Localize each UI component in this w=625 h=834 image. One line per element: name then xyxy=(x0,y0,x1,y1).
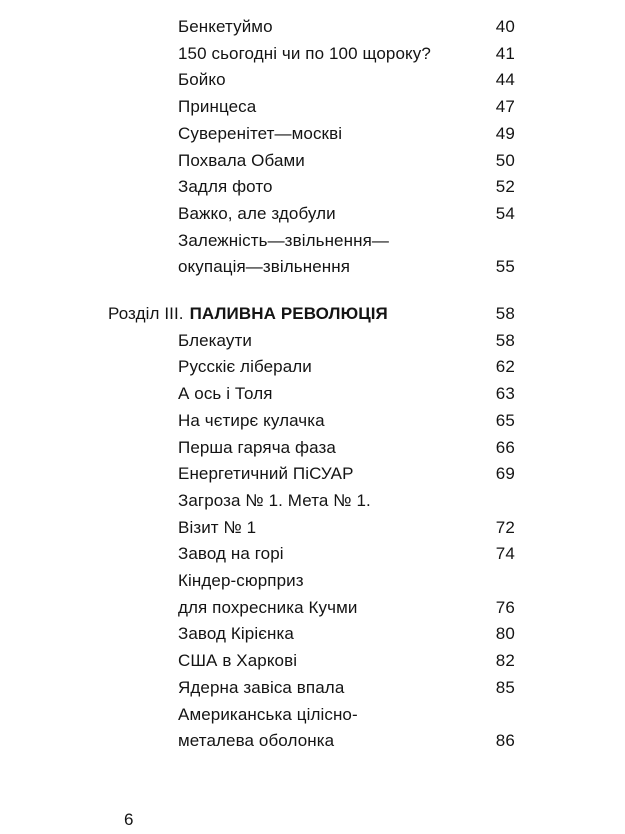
toc-entry-page: 44 xyxy=(495,70,515,90)
toc-entry-title xyxy=(178,328,252,355)
toc-entry xyxy=(108,148,515,175)
toc-section-heading xyxy=(108,301,515,328)
toc-entry-page: 76 xyxy=(495,597,515,617)
toc-entry-page: 41 xyxy=(495,43,515,63)
toc-entry-line: На чєтирє кулачка xyxy=(178,410,325,430)
toc-entry-title xyxy=(178,568,357,621)
toc-entry-line: металева оболонка xyxy=(178,731,335,751)
toc-section-prefix: Розділ III. xyxy=(108,304,184,324)
toc-entry xyxy=(108,381,515,408)
toc-entries-block xyxy=(108,14,515,281)
toc-entry-page: 65 xyxy=(495,410,515,430)
toc-section-page: 58 xyxy=(495,304,515,324)
toc-entry-title xyxy=(178,228,389,281)
toc-entry xyxy=(108,354,515,381)
toc-entry-page: 66 xyxy=(495,437,515,457)
toc-entry-line: окупація—звільнення xyxy=(178,257,351,277)
toc-entry-line: Бойко xyxy=(178,70,226,90)
toc-entry-line: США в Харкові xyxy=(178,651,298,671)
toc-entry-line: Блекаути xyxy=(178,330,252,350)
toc-entry-title xyxy=(178,648,297,675)
toc-entry xyxy=(108,648,515,675)
toc-entry-line: Залежність—звільнення— xyxy=(178,230,389,250)
toc-entry-page: 72 xyxy=(495,517,515,537)
toc-entry-line: 150 сьогодні чи по 100 щороку? xyxy=(178,43,431,63)
toc-entry xyxy=(108,228,515,281)
toc-entry-title xyxy=(178,488,371,541)
toc-entry-page: 80 xyxy=(495,624,515,644)
toc-entry-page: 62 xyxy=(495,357,515,377)
toc-section-title xyxy=(108,301,388,328)
toc-entry-page: 54 xyxy=(495,203,515,223)
toc-entry-page: 47 xyxy=(495,97,515,117)
toc-entry-line: Задля фото xyxy=(178,177,273,197)
toc-entry-line: Завод на горі xyxy=(178,544,284,564)
toc-entry-page: 40 xyxy=(495,17,515,36)
toc-entry-title xyxy=(178,201,336,228)
toc-section-name: ПАЛИВНА РЕВОЛЮЦІЯ xyxy=(189,304,388,324)
toc-entry-line: Бенкетуймо xyxy=(178,17,273,36)
toc-entry-line: Русскіє ліберали xyxy=(178,357,312,377)
toc-entry xyxy=(108,435,515,462)
toc-entry-line: Важко, але здобули xyxy=(178,203,336,223)
toc-entry-title xyxy=(178,41,431,68)
toc-entry-page: 52 xyxy=(495,177,515,197)
toc-section-block xyxy=(108,301,515,755)
toc-entry-line: Візит № 1 xyxy=(178,517,257,537)
toc-entry-title xyxy=(178,121,342,148)
toc-entry-page: 74 xyxy=(495,544,515,564)
toc-entry-line: А ось і Толя xyxy=(178,384,273,404)
toc-entry-line: Кіндер-сюрприз xyxy=(178,571,304,591)
toc-entry xyxy=(108,201,515,228)
toc-entry xyxy=(108,121,515,148)
toc-entry-title xyxy=(178,435,336,462)
toc-entry-line: Похвала Обами xyxy=(178,150,305,170)
toc-entry-title xyxy=(178,67,226,94)
toc-entry-line: Перша гаряча фаза xyxy=(178,437,336,457)
toc-entry xyxy=(108,702,515,755)
toc-entry-line: Загроза № 1. Мета № 1. xyxy=(178,490,371,510)
toc-entry-line: Суверенітет—москві xyxy=(178,123,343,143)
toc-entry-page: 69 xyxy=(495,464,515,484)
toc-entry xyxy=(108,328,515,355)
toc-entry xyxy=(108,14,515,41)
table-of-contents xyxy=(108,14,515,755)
toc-entry-line: Енергетичний ПіСУАР xyxy=(178,464,354,484)
toc-entry-title xyxy=(178,702,358,755)
toc-entry-page: 85 xyxy=(495,677,515,697)
toc-entry-title xyxy=(178,621,294,648)
toc-entry xyxy=(108,67,515,94)
toc-entry xyxy=(108,174,515,201)
toc-entry-page: 55 xyxy=(495,257,515,277)
toc-entry-title xyxy=(178,354,312,381)
toc-entry-title xyxy=(178,461,354,488)
toc-entry-page: 50 xyxy=(495,150,515,170)
toc-entry xyxy=(108,461,515,488)
toc-entry-title xyxy=(178,94,256,121)
toc-entry xyxy=(108,488,515,541)
toc-entry-title xyxy=(178,14,273,41)
toc-entry-title xyxy=(178,408,325,435)
toc-entry-line: Ядерна завіса впала xyxy=(178,677,345,697)
toc-entry xyxy=(108,541,515,568)
toc-entry-line: Американська цілісно- xyxy=(178,704,358,724)
toc-entry xyxy=(108,408,515,435)
toc-entry xyxy=(108,675,515,702)
toc-entry-line: Завод Кірієнка xyxy=(178,624,294,644)
toc-entry-page: 63 xyxy=(495,384,515,404)
toc-entry-title xyxy=(178,148,305,175)
toc-entry xyxy=(108,41,515,68)
toc-entry xyxy=(108,621,515,648)
toc-entry-line: для похресника Кучми xyxy=(178,597,358,617)
toc-entry-title xyxy=(178,381,273,408)
toc-entry-title xyxy=(178,174,273,201)
toc-entry-page: 58 xyxy=(495,330,515,350)
toc-entry xyxy=(108,568,515,621)
page-number: 6 xyxy=(124,810,134,829)
toc-entry-page: 49 xyxy=(495,123,515,143)
toc-entry-line: Принцеса xyxy=(178,97,257,117)
toc-entry-title xyxy=(178,541,284,568)
toc-entry-title xyxy=(178,675,344,702)
toc-entry-page: 82 xyxy=(495,651,515,671)
toc-entry-page: 86 xyxy=(495,731,515,751)
toc-entry xyxy=(108,94,515,121)
